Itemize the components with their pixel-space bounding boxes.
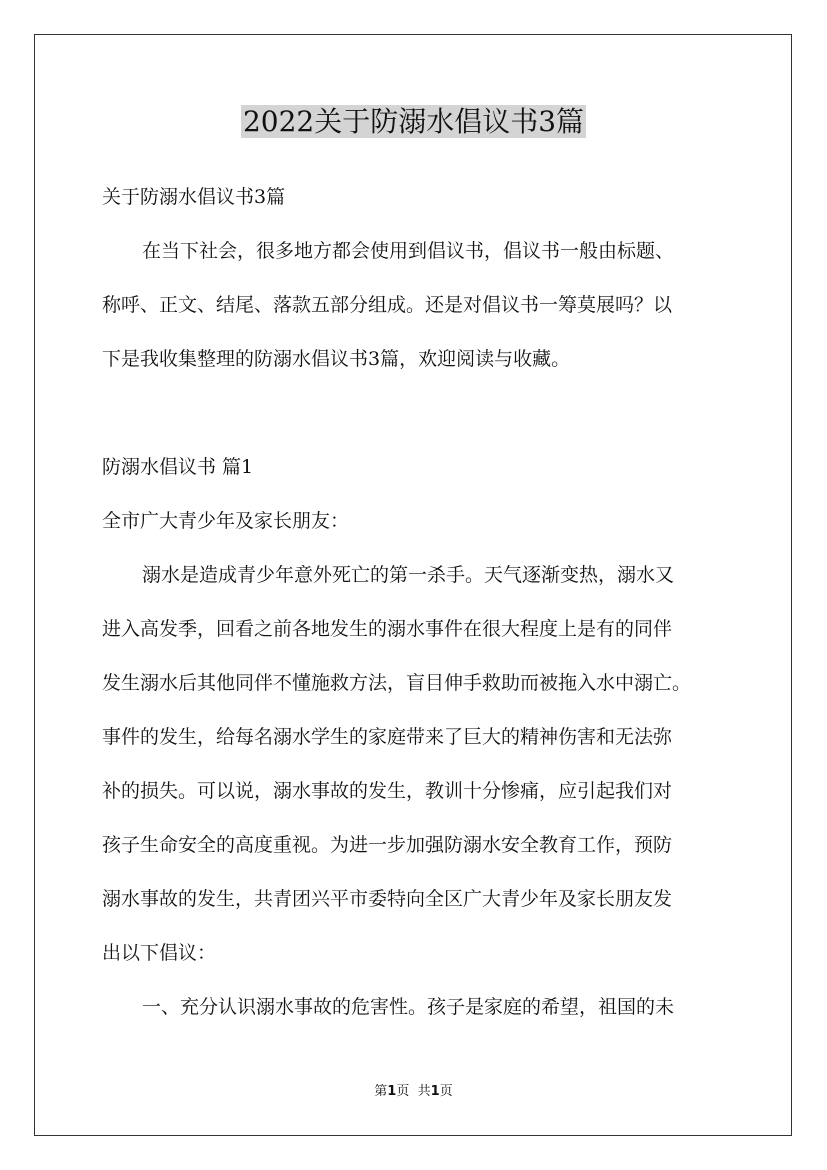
blank-line bbox=[102, 386, 742, 440]
intro-line-1: 在当下社会，很多地方都会使用到倡议书，倡议书一般由标题、 bbox=[142, 240, 675, 262]
body-line-3: 发生溺水后其他同伴不懂施救方法，盲目伸手救助而被拖入水中溺亡。 bbox=[102, 672, 692, 694]
document-subtitle: 关于防溺水倡议书3篇 bbox=[102, 186, 286, 208]
salutation: 全市广大青少年及家长朋友： bbox=[102, 510, 350, 532]
document-title bbox=[0, 100, 827, 144]
body-line-4: 事件的发生，给每名溺水学生的家庭带来了巨大的精神伤害和无法弥 bbox=[102, 726, 673, 748]
footer-page-label: 页 bbox=[396, 1084, 410, 1099]
section-heading: 防溺水倡议书 篇1 bbox=[102, 456, 254, 478]
document-body bbox=[102, 170, 742, 1034]
intro-line-2: 称呼、正文、结尾、落款五部分组成。还是对倡议书一筹莫展吗？以 bbox=[102, 294, 673, 316]
footer-total-prefix: 共 bbox=[417, 1084, 431, 1099]
body-line-6: 孩子生命安全的高度重视。为进一步加强防溺水安全教育工作，预防 bbox=[102, 834, 673, 856]
body-line-5: 补的损失。可以说，溺水事故的发生，教训十分惨痛，应引起我们对 bbox=[102, 780, 673, 802]
footer-prefix: 第 bbox=[374, 1084, 388, 1099]
page-footer bbox=[0, 1082, 827, 1102]
footer-total-pages: 1 bbox=[430, 1084, 440, 1099]
body-line-8: 出以下倡议： bbox=[102, 942, 217, 964]
footer-page-number: 1 bbox=[387, 1084, 397, 1099]
body-line-2: 进入高发季，回看之前各地发生的溺水事件在很大程度上是有的同伴 bbox=[102, 618, 673, 640]
intro-line-3: 下是我收集整理的防溺水倡议书3篇，欢迎阅读与收藏。 bbox=[102, 348, 571, 370]
point-1-line-1: 一、充分认识溺水事故的危害性。孩子是家庭的希望，祖国的未 bbox=[142, 996, 675, 1018]
footer-total-label: 页 bbox=[439, 1084, 453, 1099]
document-title-text: 2022关于防溺水倡议书3篇 bbox=[242, 105, 585, 138]
body-line-7: 溺水事故的发生，共青团兴平市委特向全区广大青少年及家长朋友发 bbox=[102, 888, 673, 910]
body-line-1: 溺水是造成青少年意外死亡的第一杀手。天气逐渐变热，溺水又 bbox=[142, 564, 675, 586]
